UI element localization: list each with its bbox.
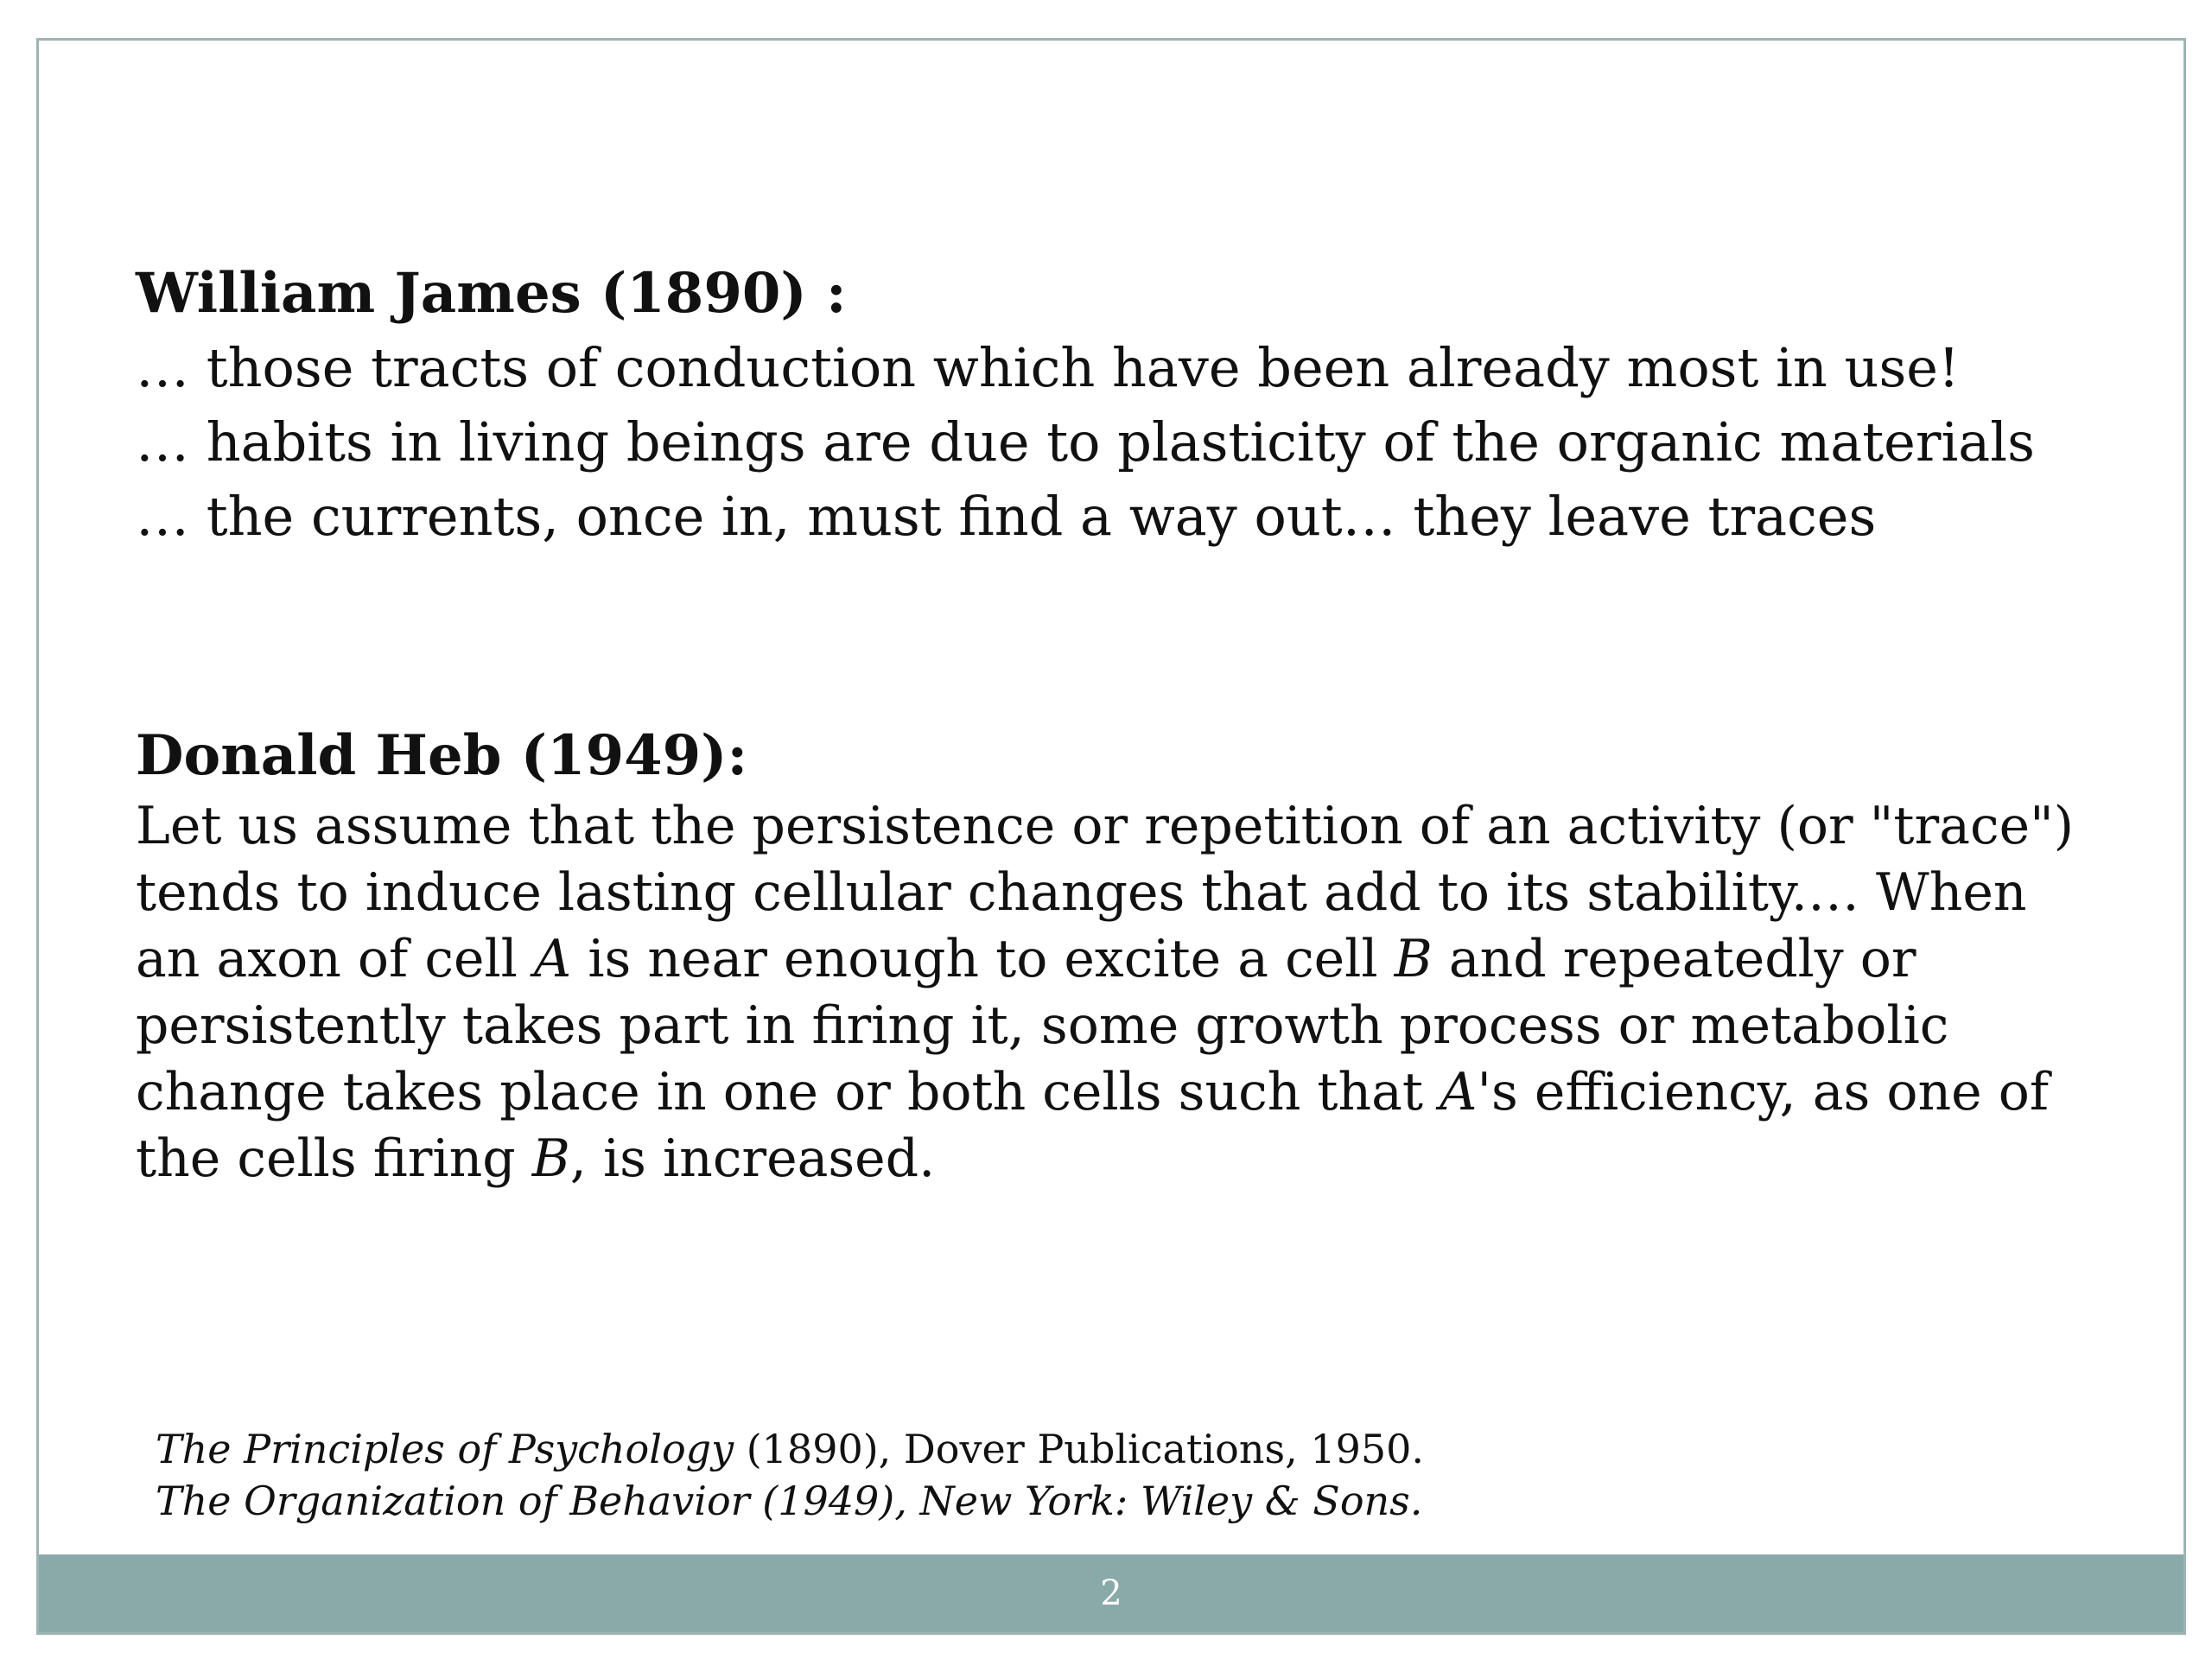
hebb-quote-line — [136, 1059, 2074, 1126]
hebb-text: 's efficiency, as one of — [1477, 1062, 2050, 1122]
hebb-quote-line: Let us assume that the persistence or repetition of an activity (or "trace") — [136, 796, 2075, 856]
reference-title: The Principles of Psychology — [156, 1426, 734, 1472]
hebb-text: and repeatedly or — [1432, 929, 1916, 989]
william-james-heading: William James (1890) : — [136, 261, 847, 326]
hebb-text: the cells firing — [136, 1128, 532, 1189]
donald-hebb-block — [136, 719, 2074, 1192]
cell-a-label: A — [1440, 1062, 1478, 1122]
reference-title: The Organization of Behavior (1949), New York: Wiley & Sons. — [156, 1478, 1423, 1524]
cell-b-label: B — [1394, 929, 1433, 989]
cell-b-label: B — [531, 1128, 570, 1189]
hebb-text: an axon of cell — [136, 929, 534, 989]
reference-james — [156, 1423, 1424, 1475]
reference-details: (1890), Dover Publications, 1950. — [734, 1426, 1425, 1472]
reference-hebb — [156, 1475, 1424, 1527]
james-quote-line: … the currents, once in, must find a way out… they leave traces — [136, 485, 1877, 548]
references — [156, 1423, 1424, 1527]
page-number: 2 — [1100, 1573, 1122, 1613]
hebb-quote-line: tends to induce lasting cellular changes that add to its stability.… When — [136, 862, 2027, 923]
slide — [36, 38, 2186, 1635]
james-quote-line: … those tracts of conduction which have been already most in use! — [136, 336, 1960, 399]
james-quote-line: … habits in living beings are due to plasticity of the organic materials — [136, 410, 2035, 474]
hebb-text: , is increased. — [569, 1128, 936, 1189]
cell-a-label: A — [533, 929, 572, 989]
footer-bar — [39, 1554, 2183, 1632]
hebb-text: is near enough to excite a cell — [571, 929, 1395, 989]
hebb-quote-line — [136, 1126, 2074, 1192]
hebb-quote-line — [136, 926, 2074, 993]
william-james-block — [136, 257, 2035, 554]
hebb-text: change takes place in one or both cells such that — [136, 1062, 1440, 1122]
donald-hebb-heading: Donald Heb (1949): — [136, 723, 748, 788]
hebb-quote-line: persistently takes part in firing it, some growth process or metabolic — [136, 995, 1949, 1056]
